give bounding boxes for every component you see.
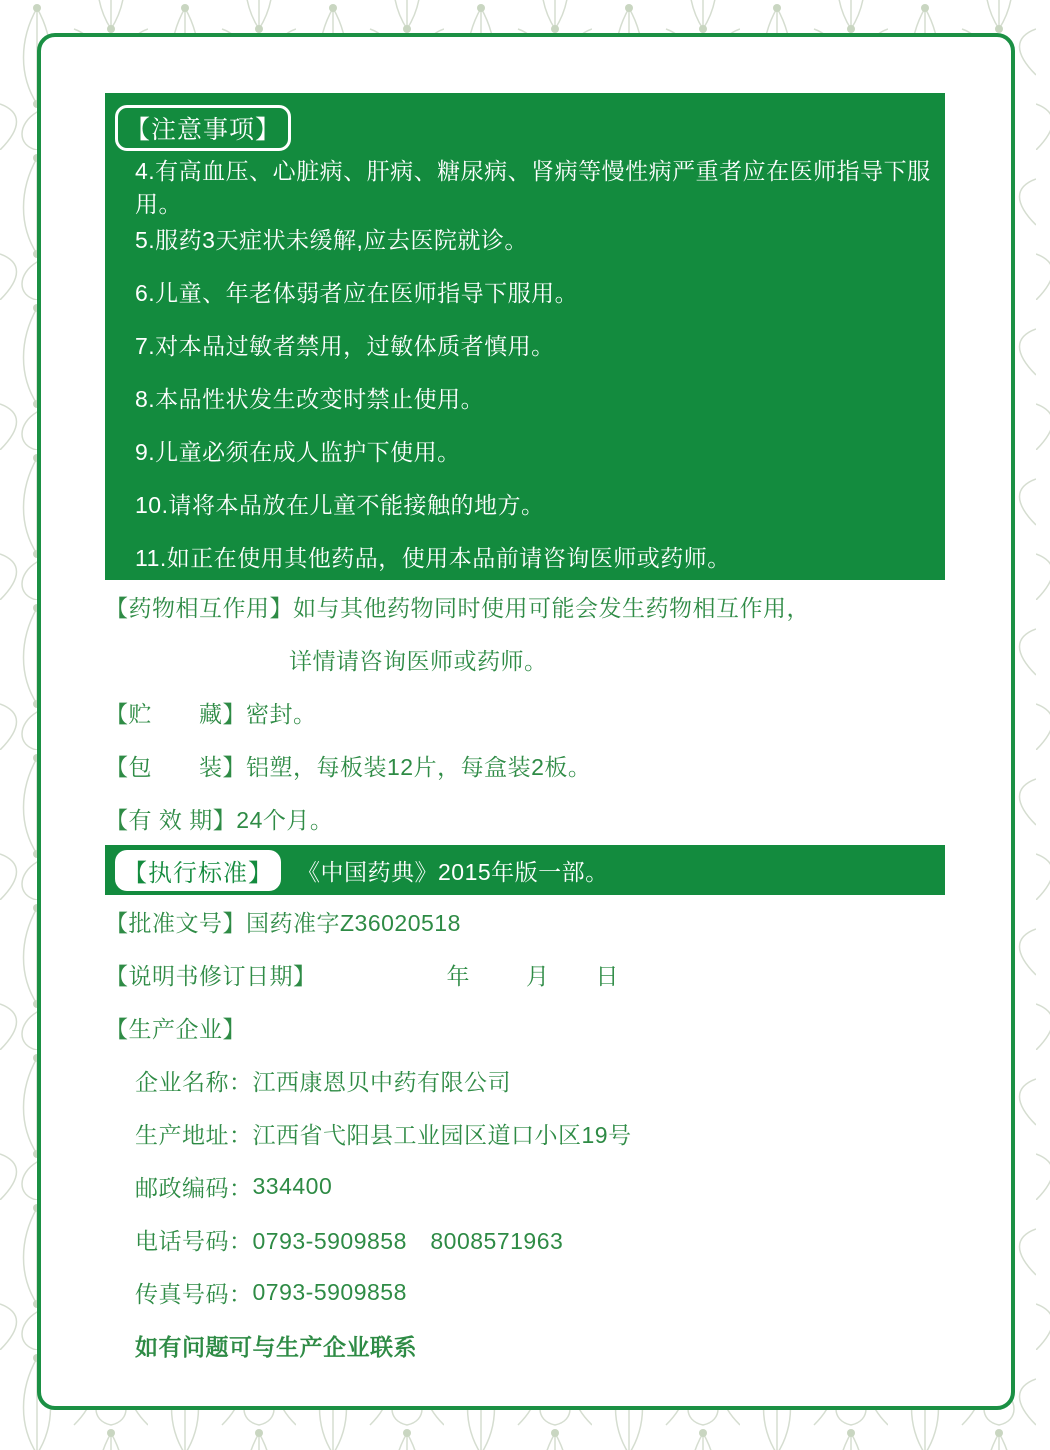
storage-label: 【贮 藏】 [105,701,246,727]
leaflet-page [37,33,1015,1410]
packaging-row [105,739,1011,792]
contact-note-row [135,1319,1011,1372]
approval-label: 【批准文号】 [105,910,246,936]
drug-interactions-text-2: 详情请咨询医师或药师。 [289,648,548,674]
precaution-item: 9.儿童必须在成人监护下使用。 [135,439,461,465]
postal-code-value: 334400 [252,1173,333,1199]
packaging-label: 【包 装】 [105,754,246,780]
drug-interactions-label: 【药物相互作用】 [105,595,293,621]
revision-label: 【说明书修订日期】 [105,963,317,989]
company-address-row [135,1107,1011,1160]
precaution-item: 7.对本品过敏者禁用，过敏体质者慎用。 [135,333,555,359]
company-name-row [135,1054,1011,1107]
manufacturer-header-row [105,1001,1011,1054]
precaution-item: 11.如正在使用其他药品，使用本品前请咨询医师或药师。 [135,545,731,571]
fax-label: 传真号码： [135,1281,253,1307]
precautions-section [105,93,945,580]
precaution-item: 8.本品性状发生改变时禁止使用。 [135,386,485,412]
precautions-list [135,159,945,583]
revision-date-row [105,948,1011,1001]
standard-label: 【执行标准】 [115,850,281,891]
storage-row [105,686,1011,739]
precaution-item: 4.有高血压、心脏病、肝病、糖尿病、肾病等慢性病严重者应在医师指导下服用。 [135,157,931,217]
company-name-value: 江西康恩贝中药有限公司 [252,1069,511,1095]
fax-row [135,1266,1011,1319]
contact-note: 如有问题可与生产企业联系 [135,1334,417,1360]
drug-interactions-text: 如与其他药物同时使用可能会发生药物相互作用， [293,595,810,621]
manufacturer-header: 【生产企业】 [105,1016,246,1042]
revision-year: 年 [446,963,470,989]
company-name-label: 企业名称： [135,1069,253,1095]
postal-code-label: 邮政编码： [135,1175,253,1201]
revision-month: 月 [526,963,550,989]
drug-interactions-row [105,580,1011,633]
company-address-value: 江西省弋阳县工业园区道口小区19号 [252,1122,632,1148]
company-address-label: 生产地址： [135,1122,253,1148]
phone-value: 0793-5909858 8008571963 [252,1228,564,1254]
approval-value: 国药准字Z36020518 [246,910,461,936]
fax-value: 0793-5909858 [252,1279,407,1305]
postal-code-row [135,1160,1011,1213]
packaging-value: 铝塑，每板装12片，每盒装2板。 [246,754,592,780]
standard-bar [105,845,945,895]
precaution-item: 6.儿童、年老体弱者应在医师指导下服用。 [135,280,579,306]
phone-label: 电话号码： [135,1228,253,1254]
approval-row [105,895,1011,948]
precaution-item: 10.请将本品放在儿童不能接触的地方。 [135,492,545,518]
standard-value: 《中国药典》2015年版一部。 [297,858,609,885]
drug-interactions-continuation [289,633,1011,686]
phone-row [135,1213,1011,1266]
validity-value: 24个月。 [236,807,334,833]
revision-day: 日 [595,963,619,989]
precaution-item: 5.服药3天症状未缓解,应去医院就诊。 [135,227,528,253]
validity-label: 【有 效 期】 [105,807,237,833]
precautions-header: 【注意事项】 [115,105,291,151]
storage-value: 密封。 [246,701,317,727]
validity-row [105,792,1011,845]
